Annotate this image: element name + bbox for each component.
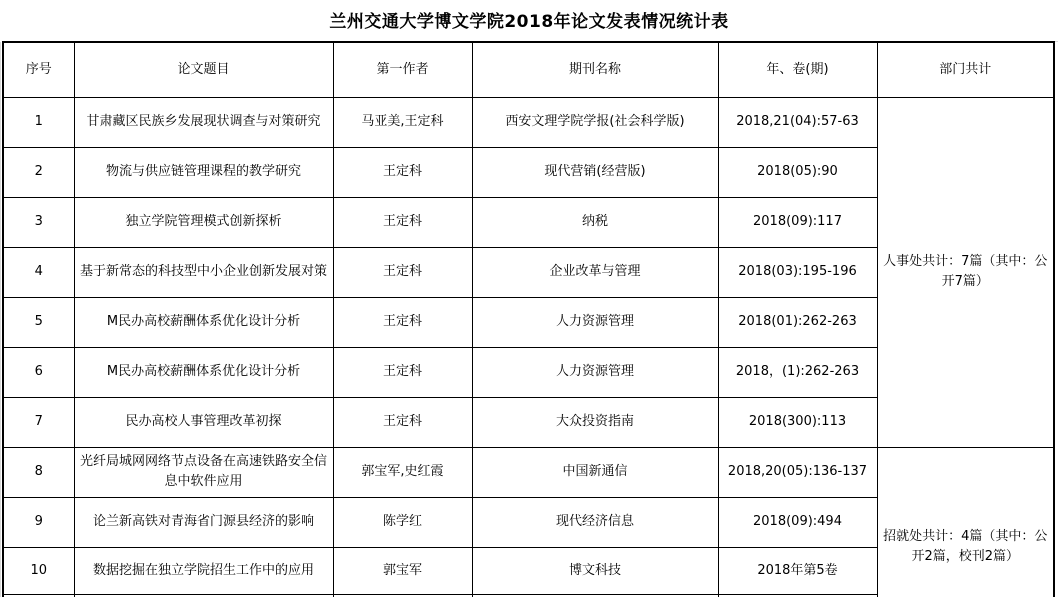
issue-cell: 2018年第5卷 bbox=[718, 547, 877, 594]
gridline-left bbox=[0, 42, 1, 597]
first-author-cell: 郭宝军,史红霞 bbox=[333, 447, 472, 497]
issue-cell: 2018(01):262-263 bbox=[718, 297, 877, 347]
row-no-cell: 6 bbox=[3, 347, 74, 397]
paper-title-cell: 独立学院管理模式创新探析 bbox=[74, 197, 333, 247]
header-first-author: 第一作者 bbox=[333, 42, 472, 97]
header-dept-total: 部门共计 bbox=[877, 42, 1054, 97]
issue-cell: 2018(09):494 bbox=[718, 497, 877, 547]
first-author-cell: 郭宝军 bbox=[333, 547, 472, 594]
paper-title-cell: M民办高校薪酬体系优化设计分析 bbox=[74, 347, 333, 397]
first-author-cell: 王定科 bbox=[333, 247, 472, 297]
row-no-cell: 7 bbox=[3, 397, 74, 447]
paper-title-cell: 甘肃藏区民族乡发展现状调查与对策研究 bbox=[74, 97, 333, 147]
header-year-vol-issue: 年、卷(期) bbox=[718, 42, 877, 97]
issue-cell: 2018(03):195-196 bbox=[718, 247, 877, 297]
paper-title-cell: 物流与供应链管理课程的教学研究 bbox=[74, 147, 333, 197]
dept-total-text: 招就处共计：4篇（其中：公开2篇，校刊2篇） bbox=[883, 529, 1048, 565]
header-no: 序号 bbox=[3, 42, 74, 97]
paper-title-cell: 光纤局城网网络节点设备在高速铁路安全信息中软件应用 bbox=[74, 447, 333, 497]
issue-cell: 2018，(1):262-263 bbox=[718, 347, 877, 397]
row-no-cell: 2 bbox=[3, 147, 74, 197]
paper-title-cell: 基于新常态的科技型中小企业创新发展对策 bbox=[74, 247, 333, 297]
row-no-cell: 4 bbox=[3, 247, 74, 297]
table-row bbox=[3, 447, 1054, 497]
issue-cell: 2018(300):113 bbox=[718, 397, 877, 447]
paper-title-cell: 论兰新高铁对青海省门源县经济的影响 bbox=[74, 497, 333, 547]
journal-name-cell: 中国新通信 bbox=[472, 447, 718, 497]
journal-name-cell: 西安文理学院学报(社会科学版) bbox=[472, 97, 718, 147]
papers-table bbox=[2, 41, 1055, 597]
row-no-cell: 5 bbox=[3, 297, 74, 347]
first-author-cell: 王定科 bbox=[333, 197, 472, 247]
header-paper-title: 论文题目 bbox=[74, 42, 333, 97]
issue-cell: 2018,21(04):57-63 bbox=[718, 97, 877, 147]
first-author-cell: 王定科 bbox=[333, 297, 472, 347]
journal-name-cell: 博文科技 bbox=[472, 547, 718, 594]
header-journal: 期刊名称 bbox=[472, 42, 718, 97]
first-author-cell: 马亚美,王定科 bbox=[333, 97, 472, 147]
row-no-cell: 10 bbox=[3, 547, 74, 594]
journal-name-cell: 大众投资指南 bbox=[472, 397, 718, 447]
table-row bbox=[3, 97, 1054, 147]
row-no-cell: 9 bbox=[3, 497, 74, 547]
dept-total-cell-hr bbox=[877, 97, 1054, 447]
journal-name-cell: 人力资源管理 bbox=[472, 297, 718, 347]
header-row bbox=[3, 42, 1054, 97]
row-no-cell: 8 bbox=[3, 447, 74, 497]
first-author-cell: 陈学红 bbox=[333, 497, 472, 547]
issue-cell: 2018(05):90 bbox=[718, 147, 877, 197]
dept-total-cell-admissions bbox=[877, 447, 1054, 597]
paper-title-cell: 数据挖掘在独立学院招生工作中的应用 bbox=[74, 547, 333, 594]
journal-name-cell: 现代经济信息 bbox=[472, 497, 718, 547]
journal-name-cell: 企业改革与管理 bbox=[472, 247, 718, 297]
page-title: 兰州交通大学博文学院2018年论文发表情况统计表 bbox=[329, 12, 729, 32]
paper-title-cell: M民办高校薪酬体系优化设计分析 bbox=[74, 297, 333, 347]
journal-name-cell: 现代营销(经营版) bbox=[472, 147, 718, 197]
first-author-cell: 王定科 bbox=[333, 147, 472, 197]
paper-title-cell: 民办高校人事管理改革初探 bbox=[74, 397, 333, 447]
journal-name-cell: 纳税 bbox=[472, 197, 718, 247]
row-no-cell: 1 bbox=[3, 97, 74, 147]
issue-cell: 2018,20(05):136-137 bbox=[718, 447, 877, 497]
first-author-cell: 王定科 bbox=[333, 347, 472, 397]
issue-cell: 2018(09):117 bbox=[718, 197, 877, 247]
row-no-cell: 3 bbox=[3, 197, 74, 247]
first-author-cell: 王定科 bbox=[333, 397, 472, 447]
journal-name-cell: 人力资源管理 bbox=[472, 347, 718, 397]
dept-total-text: 人事处共计：7篇（其中：公开7篇） bbox=[883, 254, 1048, 289]
